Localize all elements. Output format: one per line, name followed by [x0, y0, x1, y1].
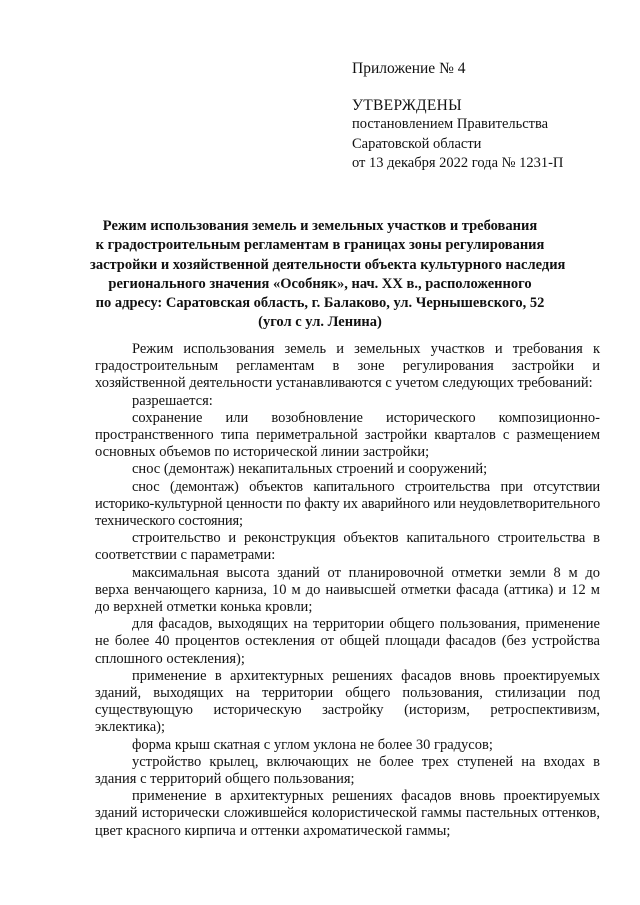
- appendix-label: Приложение № 4: [352, 60, 466, 77]
- approval-line: от 13 декабря 2022 года № 1231-П: [352, 155, 564, 171]
- body-paragraph: форма крыш скатная с углом уклона не более 30 градусов;: [132, 736, 493, 753]
- body-paragraph: максимальная высота зданий от планировочной отметки земли 8 м до верха венчающего карниза, 10 м до наивысшей отметки фасада (аттика) и 12 м до верхней отметки конька кровли;: [95, 564, 600, 616]
- title-line: Режим использования земель и земельных участков и требования: [102, 218, 538, 234]
- title-line: регионального значения «Особняк», нач. XX в., расположенного: [108, 275, 532, 292]
- title-line: (угол с ул. Ленина): [258, 314, 382, 331]
- body-paragraph: снос (демонтаж) некапитальных строений и сооружений;: [132, 461, 488, 478]
- document-title: [90, 217, 566, 333]
- body-paragraph: Режим использования земель и земельных участков и требования к градостроительным регламентам в зоне регулирования застройки и хозяйственной деятельности устанавливаются с учетом следующих требований:: [95, 341, 600, 392]
- document-body: [95, 341, 600, 840]
- body-paragraph: снос (демонтаж) объектов капитального строительства при отсутствии историко-культурной ценности по факту их аварийного или неудовлетворительного технического состояния;: [95, 478, 600, 530]
- title-line: по адресу: Саратовская область, г. Балаково, ул. Чернышевского, 52: [95, 295, 545, 312]
- body-paragraph: сохранение или возобновление исторического композиционно-пространственного типа периметральной застройки кварталов с размещением основных объемов по исторической линии застройки;: [95, 409, 600, 461]
- title-line: к градостроительным регламентам в границах зоны регулирования: [95, 237, 545, 254]
- body-paragraph: устройство крылец, включающих не более трех ступеней на входах в здания с территорий общего пользования;: [95, 753, 600, 788]
- approval-line: постановлением Правительства: [352, 116, 549, 132]
- body-paragraph: применение в архитектурных решениях фасадов вновь проектируемых зданий исторически сложившейся колористической гаммы пастельных оттенков, цвет красного кирпича и оттенки ахроматической гаммы;: [95, 788, 600, 839]
- approved-heading: УТВЕРЖДЕНЫ: [352, 97, 462, 114]
- approval-block: [352, 59, 622, 174]
- approval-line: Саратовской области: [352, 135, 482, 152]
- title-line: застройки и хозяйственной деятельности объекта культурного наследия: [90, 256, 566, 273]
- body-paragraph: строительство и реконструкция объектов капитального строительства в соответствии с параметрами:: [95, 530, 600, 564]
- body-paragraph: применение в архитектурных решениях фасадов вновь проектируемых зданий, выходящих на территории общего пользования, стилизации под существующую историческую застройку (историзм, ретроспективизм, эклектика);: [95, 667, 600, 736]
- body-paragraph: разрешается:: [132, 392, 213, 409]
- body-paragraph: для фасадов, выходящих на территории общего пользования, применение не более 40 процентов остекления от общей площади фасадов (без устройства сплошного остекления);: [95, 616, 600, 667]
